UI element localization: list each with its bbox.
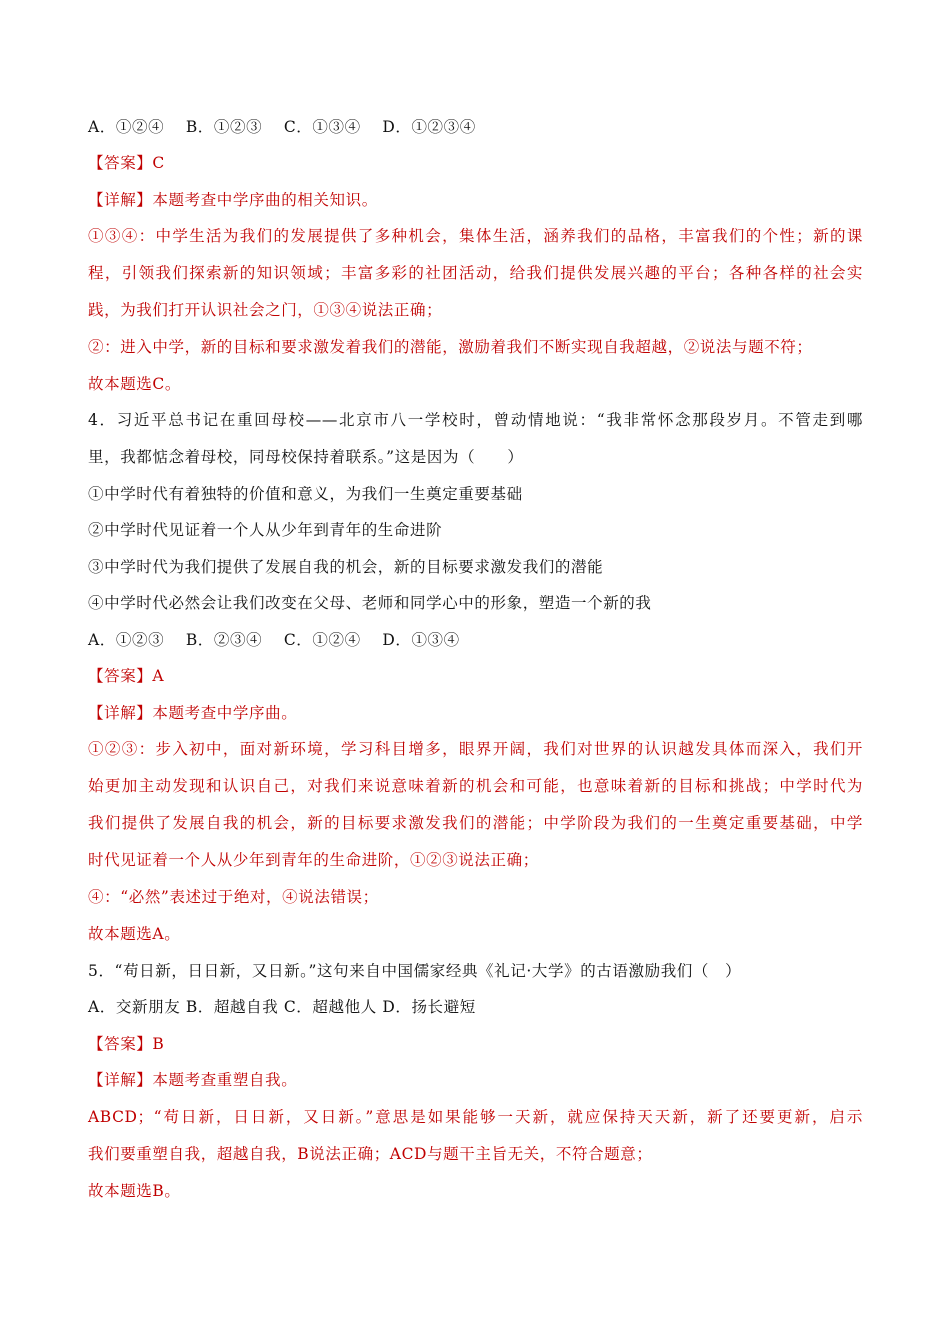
q4-statement: ④中学时代必然会让我们改变在父母、老师和同学心中的形象，塑造一个新的我 xyxy=(88,594,652,612)
q5-options: A．交新朋友 B．超越自我 C．超越他人 D．扬长避短 xyxy=(88,998,476,1016)
q5-answer: 【答案】B xyxy=(88,1035,165,1053)
q3-explain-line: ②：进入中学，新的目标和要求激发着我们的潜能，激励着我们不断实现自我超越，②说法与题不符； xyxy=(88,338,813,356)
q5-explain-line: ABCD；“苟日新，日日新，又日新。”意思是如果能够一天新，就应保持天天新，新了还要更新，启示 xyxy=(88,1108,863,1126)
q5-explain-line: 故本题选B。 xyxy=(88,1182,181,1200)
q3-explain-line: 践，为我们打开认识社会之门，①③④说法正确； xyxy=(88,301,443,319)
q3-options: A．①②④ B．①②③ C．①③④ D．①②③④ xyxy=(88,118,476,136)
q3-explain-line: 故本题选C。 xyxy=(88,375,181,393)
q4-answer: 【答案】A xyxy=(88,667,165,685)
q4-statement: ②中学时代见证着一个人从少年到青年的生命进阶 xyxy=(88,521,443,539)
q4-stem-line: 里，我都惦念着母校，同母校保持着联系。”这是因为（ ） xyxy=(88,448,524,466)
q4-options: A．①②③ B．②③④ C．①②④ D．①③④ xyxy=(88,631,460,649)
q4-explain-line: 故本题选A。 xyxy=(88,925,181,943)
q4-explain-line: 始更加主动发现和认识自己，对我们来说意味着新的机会和可能，也意味着新的目标和挑战；中学时代为 xyxy=(88,777,863,795)
q3-explain-label: 【详解】本题考查中学序曲的相关知识。 xyxy=(88,191,378,209)
q4-explain-line: 我们提供了发展自我的机会，新的目标要求激发我们的潜能；中学阶段为我们的一生奠定重要基础，中学 xyxy=(88,814,863,832)
q3-answer: 【答案】C xyxy=(88,154,165,172)
q4-explain-label: 【详解】本题考查中学序曲。 xyxy=(88,704,298,722)
q4-stem-line: 4．习近平总书记在重回母校——北京市八一学校时，曾动情地说：“我非常怀念那段岁月。不管走到哪 xyxy=(88,411,863,429)
q4-statement: ③中学时代为我们提供了发展自我的机会，新的目标要求激发我们的潜能 xyxy=(88,558,604,576)
q4-statement: ①中学时代有着独特的价值和意义，为我们一生奠定重要基础 xyxy=(88,485,523,503)
q3-explain-line: 程，引领我们探索新的知识领域；丰富多彩的社团活动，给我们提供发展兴趣的平台；各种各样的社会实 xyxy=(88,264,863,282)
q4-explain-line: ④：“必然”表述过于绝对，④说法错误； xyxy=(88,888,379,906)
q5-explain-line: 我们要重塑自我，超越自我，B说法正确；ACD与题干主旨无关，不符合题意； xyxy=(88,1145,653,1163)
q4-explain-line: ①②③：步入初中，面对新环境，学习科目增多，眼界开阔，我们对世界的认识越发具体而深入，我们开 xyxy=(88,740,863,758)
q5-stem: 5．“苟日新，日日新，又日新。”这句来自中国儒家经典《礼记·大学》的古语激励我们（ ） xyxy=(88,962,742,980)
q4-explain-line: 时代见证着一个人从少年到青年的生命进阶，①②③说法正确； xyxy=(88,851,539,869)
q5-explain-label: 【详解】本题考查重塑自我。 xyxy=(88,1071,298,1089)
q3-explain-line: ①③④：中学生活为我们的发展提供了多种机会，集体生活，涵养我们的品格，丰富我们的个性；新的课 xyxy=(88,227,863,245)
